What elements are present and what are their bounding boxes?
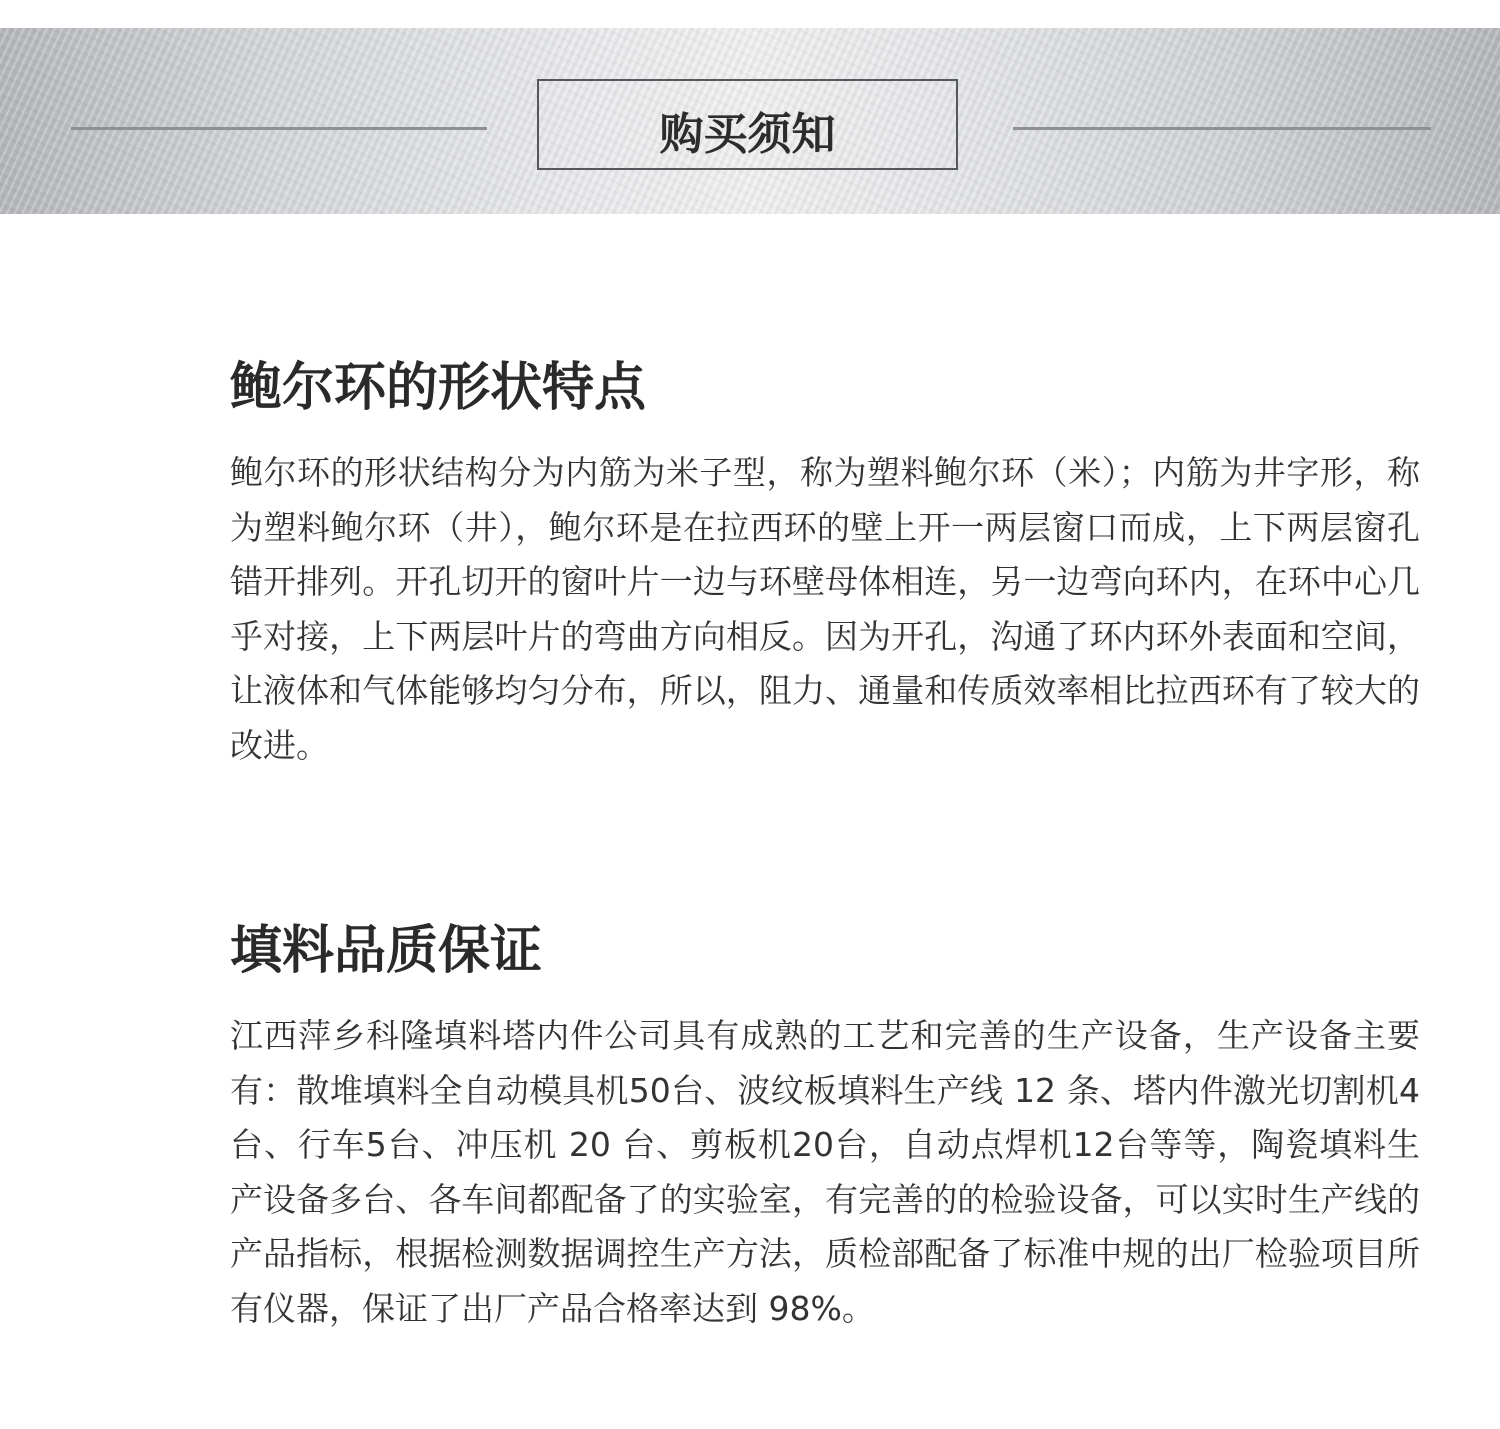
section-body: 鲍尔环的形状结构分为内筋为米子型，称为塑料鲍尔环（米）；内筋为井字形，称为塑料鲍尔环（井），鲍尔环是在拉西环的壁上开一两层窗口而成，上下两层窗孔错开排列。开孔切开的窗叶片一边与环壁母体相连，另一边弯向环内，在环中心几乎对接，上下两层叶片的弯曲方向相反。因为开孔，沟通了环内环外表面和空间，让液体和气体能够均匀分布，所以，阻力、通量和传质效率相比拉西环有了较大的改进。 bbox=[230, 453, 1420, 765]
banner-title-box bbox=[537, 79, 958, 170]
section-quality-guarantee bbox=[230, 915, 1420, 1336]
banner-divider-left bbox=[71, 127, 487, 130]
section-heading: 鲍尔环的形状特点 bbox=[230, 358, 647, 418]
section-body: 江西萍乡科隆填料塔内件公司具有成熟的工艺和完善的生产设备，生产设备主要有：散堆填料全自动模具机50台、波纹板填料生产线 12 条、塔内件激光切割机4台、行车5台、冲压机 20 台、剪板机20台，自动点焊机12台等等，陶瓷填料生产设备多台、各车间都配备了的实验室，有完善的的检验设备，可以实时生产线的产品指标，根据检测数据调控生产方法，质检部配备了标准中规的出厂检验项目所有仪器，保证了出厂产品合格率达到 98%。 bbox=[230, 1016, 1420, 1328]
header-banner bbox=[0, 28, 1500, 214]
section-heading: 填料品质保证 bbox=[230, 921, 543, 981]
banner-divider-right bbox=[1013, 127, 1431, 130]
banner-title: 购买须知 bbox=[659, 108, 836, 160]
section-pall-ring-shape bbox=[230, 352, 1420, 773]
